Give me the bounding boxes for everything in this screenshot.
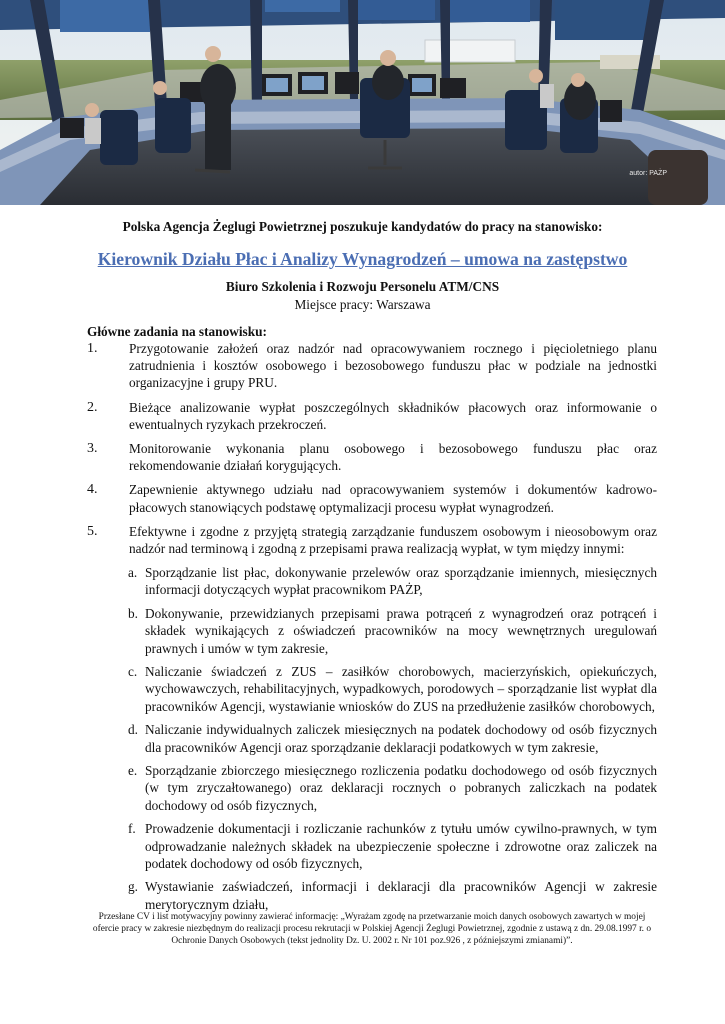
subtask-item: [128, 820, 657, 872]
subtask-item: [128, 663, 657, 715]
subtask-letter: c.: [128, 664, 138, 680]
task-number: 1.: [87, 341, 98, 356]
subtask-text: Sporządzanie list płac, dokonywanie przelewów oraz sporządzanie imiennych, miesięcznych informacji dotyczących wypłat pracownikom PAŻP,: [145, 565, 657, 598]
subtask-text: Naliczanie indywidualnych zaliczek miesięcznych na podatek dochodowy od osób fizycznych dla pracowników Agencji oraz sporządzanie deklaracji podatkowych w tym zakresie,: [145, 722, 657, 755]
task-item: [87, 523, 657, 913]
task-number: 2.: [87, 399, 98, 415]
subtask-item: [128, 721, 657, 755]
subtask-text: Sporządzanie zbiorczego miesięcznego rozliczenia podatku dochodowego od osób fizycznych (w tym zryczałtowanego) oraz deklaracji rocznych o pobranych zaliczkach na podatek dochodowy od osób fizycznych,: [145, 763, 657, 813]
header-photo: [0, 0, 725, 205]
subtask-letter: g.: [128, 879, 138, 895]
subtask-letter: e.: [128, 763, 138, 779]
task-number: 4.: [87, 482, 98, 498]
subtask-letter: d.: [128, 722, 138, 738]
task-text: Przygotowanie założeń oraz nadzór nad opracowywaniem rocznego i pięcioletniego planu zatrudnienia i kosztów osobowego i bezosobowego funduszu płac w podziale na jednostki organizacyjne i grupy PRU.: [129, 341, 657, 391]
task-item: [87, 481, 657, 515]
job-title: [0, 249, 725, 270]
work-location: Miejsce pracy: Warszawa: [294, 297, 431, 312]
subtask-item: [128, 605, 657, 657]
subtask-letter: a.: [128, 565, 138, 581]
subtask-text: Naliczanie świadczeń z ZUS – zasiłków chorobowych, macierzyńskich, opiekuńczych, wychowawczych, rehabilitacyjnych, wypadkowych, porodowych – sporządzanie list wypłat dla pracowników Agencji, wystawianie wniosków do ZUS na przedłużenie zasiłków chorobowych,: [145, 664, 657, 714]
subtask-letter: f.: [128, 821, 136, 837]
task-text: Bieżące analizowanie wypłat poszczególnych składników płacowych oraz informowanie o ewentualnych ryzykach przekroczeń.: [129, 399, 657, 432]
task-item: [87, 440, 657, 474]
intro-text: Polska Agencja Żeglugi Powietrznej poszukuje kandydatów do pracy na stanowisko:: [122, 219, 603, 234]
subtasks-list: [128, 564, 657, 913]
photo-credit: autor: PAŻP: [629, 170, 667, 177]
job-title-text: Kierownik Działu Płac i Analizy Wynagrodzeń – umowa na zastępstwo: [97, 249, 628, 269]
task-item: [87, 340, 657, 392]
task-text: Efektywne i zgodne z przyjętą strategią zarządzanie funduszem osobowym i nieosobowym oraz nadzór nad terminową i zgodną z przepisami prawa realizacją wypłat, w tym między innymi:: [129, 523, 657, 557]
subtask-text: Prowadzenie dokumentacji i rozliczanie rachunków z tytułu umów cywilno-prawnych, w tym odprowadzanie należnych składek na ubezpieczenie społeczne i zdrowotne oraz zaliczek na podatek dochodowy od osób fizycznych,: [145, 821, 657, 871]
tasks-list: [87, 340, 657, 920]
task-text: Zapewnienie aktywnego udziału nad opracowywaniem systemów i dokumentów kadrowo-płacowych stanowiących podstawę optymalizacji procesu wypłat wynagrodzeń.: [129, 482, 657, 515]
task-number: 5.: [87, 523, 98, 539]
subtask-item: [128, 762, 657, 814]
consent-footer: Przesłane CV i list motywacyjny powinny zawierać informację: „Wyrażam zgodę na przetwarzanie moich danych osobowych zawartych w mojej ofercie pracy w zakresie niezbędnym do realizacji procesu rekrutacji w Polskiej Agencji Żeglugi Powietrznej, zgodnie z ustawą z dn. 29.08.1997 r. o Ochronie Danych Osobowych (tekst jednolity Dz. U. 2002 r. Nr 101 poz.926 , z późniejszymi zmianami)”.: [92, 912, 652, 947]
subtask-letter: b.: [128, 606, 138, 622]
subtask-item: [128, 878, 657, 912]
task-number: 3.: [87, 441, 98, 457]
department: Biuro Szkolenia i Rozwoju Personelu ATM/CNS: [225, 279, 500, 294]
task-item: [87, 399, 657, 433]
tasks-heading: Główne zadania na stanowisku:: [87, 324, 267, 339]
subtask-item: [128, 564, 657, 598]
task-text: Monitorowanie wykonania planu osobowego i bezosobowego funduszu płac oraz rekomendowanie działań korygujących.: [129, 441, 657, 474]
subtask-text: Wystawianie zaświadczeń, informacji i deklaracji dla pracowników Agencji w zakresie merytorycznym działu,: [145, 879, 657, 912]
control-tower-photo: [0, 0, 725, 205]
subtask-text: Dokonywanie, przewidzianych przepisami prawa potrąceń z wynagrodzeń oraz potrąceń i składek wynikających z oświadczeń pracowników na mocy wewnętrznych uregulowań prawnych i umów w tym zakresie,: [145, 606, 657, 656]
